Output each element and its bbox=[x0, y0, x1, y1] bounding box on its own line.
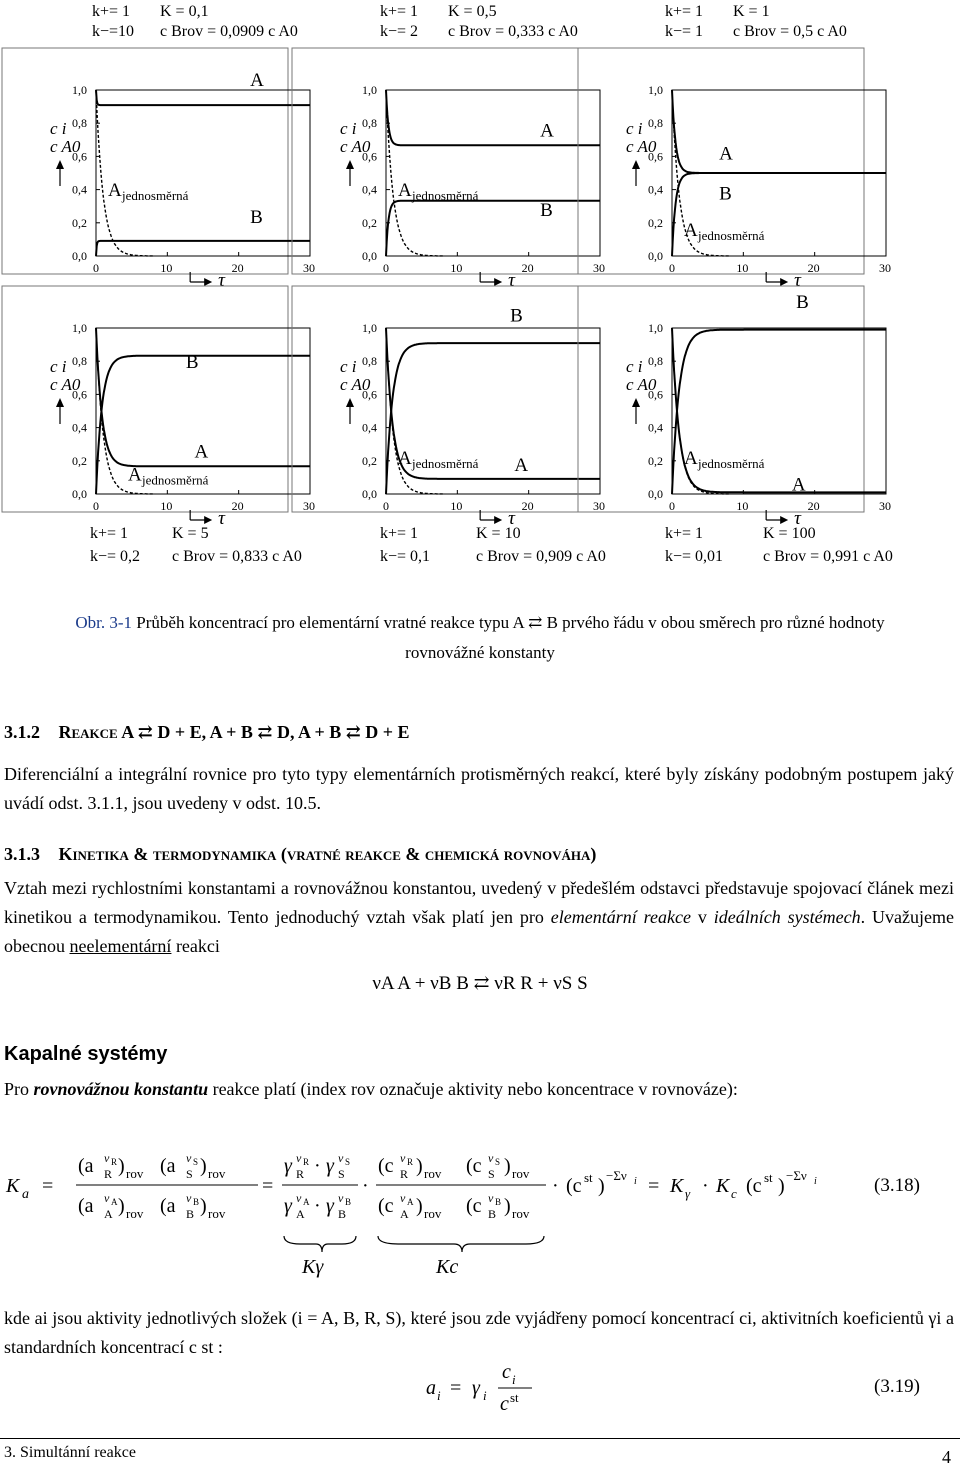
svg-text:S: S bbox=[495, 1157, 501, 1167]
y-axis-arrowhead bbox=[346, 160, 354, 169]
svg-text:−Σν: −Σν bbox=[786, 1168, 807, 1183]
curve-label-jednosmerna-sub: jednosměrná bbox=[698, 228, 765, 244]
x-tick-label: 20 bbox=[231, 261, 244, 275]
x-axis-label: τ bbox=[794, 508, 801, 529]
svg-text:ν: ν bbox=[104, 1191, 110, 1205]
y-tick-label: 0,6 bbox=[362, 149, 377, 164]
paragraph-4: kde ai jsou aktivity jednotlivých složek (i = A, B, R, S), které jsou zde vyjádřeny pomocí koncentrací ci, aktivitních koeficientů γi a standardních koncentrací c st : bbox=[4, 1308, 954, 1357]
y-tick-label: 1,0 bbox=[362, 83, 377, 97]
svg-text:): ) bbox=[504, 1195, 511, 1217]
y-axis-label-num: c i bbox=[340, 119, 357, 138]
x-axis-label: τ bbox=[218, 508, 225, 529]
svg-text:): ) bbox=[598, 1175, 605, 1197]
underbrace-kc bbox=[378, 1236, 544, 1252]
y-tick-label: 0,6 bbox=[648, 149, 663, 164]
curve-label-jednosmerna-sub: jednosměrná bbox=[142, 472, 209, 488]
x-tick-label: 10 bbox=[736, 261, 749, 275]
svg-text:B: B bbox=[193, 1197, 200, 1207]
y-tick-label: 0,0 bbox=[648, 487, 663, 501]
x-tick-label: 0 bbox=[383, 261, 389, 275]
svg-text:R: R bbox=[111, 1157, 118, 1167]
y-tick-label: 0,0 bbox=[648, 249, 663, 263]
svg-text:S: S bbox=[193, 1157, 199, 1167]
curve-A-jednosmerna bbox=[96, 328, 153, 494]
y-axis-arrowhead bbox=[632, 160, 640, 169]
x-tick-label: 30 bbox=[593, 261, 605, 275]
text-run: . Uvažujeme obecnou bbox=[4, 907, 954, 956]
svg-text:γ: γ bbox=[685, 1186, 691, 1201]
y-tick-label: 1,0 bbox=[362, 321, 377, 335]
y-tick-label: 0,4 bbox=[72, 182, 87, 197]
svg-text:st: st bbox=[510, 1390, 519, 1405]
svg-text:): ) bbox=[118, 1195, 125, 1217]
y-axis-label-den: c A0 bbox=[340, 375, 371, 394]
svg-text:γ: γ bbox=[326, 1195, 334, 1217]
svg-text:A: A bbox=[296, 1207, 305, 1221]
underbrace-label-kgamma: Kγ bbox=[302, 1256, 324, 1278]
svg-text:): ) bbox=[118, 1155, 125, 1177]
svg-text:B: B bbox=[488, 1207, 497, 1221]
svg-text:i: i bbox=[634, 1176, 637, 1187]
curve-B bbox=[386, 343, 600, 494]
svg-text:rov: rov bbox=[208, 1206, 226, 1221]
header-kplus: k+= 1 bbox=[665, 3, 704, 20]
y-tick-label: 0,6 bbox=[648, 387, 663, 402]
svg-text:−Σν: −Σν bbox=[606, 1168, 627, 1183]
curve-label-A-jednosmerna: A bbox=[128, 464, 142, 486]
curve-label-A-jednosmerna: A bbox=[108, 180, 122, 202]
svg-text:A: A bbox=[400, 1207, 409, 1221]
header-kminus: k−=10 bbox=[92, 23, 135, 40]
x-tick-label: 0 bbox=[93, 261, 99, 275]
svg-text:ν: ν bbox=[400, 1151, 406, 1165]
x-tick-label: 0 bbox=[669, 261, 675, 275]
curve-label-B: B bbox=[540, 200, 553, 222]
svg-text:K: K bbox=[6, 1175, 20, 1197]
page-number: 4 bbox=[942, 1447, 951, 1467]
plot-grid bbox=[0, 46, 960, 529]
header-kplus: k+= 1 bbox=[90, 525, 129, 542]
svg-text:): ) bbox=[504, 1155, 511, 1177]
svg-text:c: c bbox=[502, 1361, 511, 1383]
svg-text:i: i bbox=[483, 1388, 487, 1403]
caption-text: Průběh koncentrací pro elementární vratné reakce typu A ⇄ B prvého řádu v obou směrech pro různé hodnoty rovnovážné konstanty bbox=[136, 613, 885, 662]
bottom-header-3 bbox=[665, 524, 925, 570]
x-axis-arrowhead bbox=[494, 516, 502, 524]
y-axis-label-num: c i bbox=[50, 119, 67, 138]
svg-text:γ: γ bbox=[284, 1155, 292, 1177]
header-cbrov: c Brov = 0,0909 c A0 bbox=[160, 23, 298, 40]
text-emphasis: rovnovážnou konstantu bbox=[33, 1079, 209, 1099]
x-axis-arrowhead bbox=[494, 278, 502, 286]
x-tick-label: 20 bbox=[807, 499, 820, 513]
header-K: K = 100 bbox=[763, 525, 816, 542]
svg-text:S: S bbox=[338, 1167, 345, 1181]
y-tick-label: 0,6 bbox=[72, 149, 87, 164]
svg-text:A: A bbox=[303, 1197, 310, 1207]
curve-A-jednosmerna bbox=[386, 90, 443, 256]
svg-text:·: · bbox=[702, 1175, 709, 1197]
y-axis-label-num: c i bbox=[340, 357, 357, 376]
underbrace-label-kc: Kc bbox=[436, 1256, 459, 1278]
equation-3-18-number: (3.18) bbox=[874, 1175, 920, 1196]
y-axis-arrowhead bbox=[56, 398, 64, 407]
section-heading-312 bbox=[4, 722, 410, 743]
svg-text:rov: rov bbox=[208, 1166, 226, 1181]
x-tick-label: 30 bbox=[593, 499, 605, 513]
x-tick-label: 30 bbox=[303, 261, 315, 275]
y-axis-label-num: c i bbox=[626, 357, 643, 376]
svg-text:(a: (a bbox=[160, 1195, 176, 1217]
svg-text:B: B bbox=[338, 1207, 347, 1221]
svg-text:(a: (a bbox=[78, 1155, 94, 1177]
curve-label-A-jednosmerna: A bbox=[398, 448, 412, 470]
svg-text:c: c bbox=[731, 1186, 737, 1201]
y-tick-label: 0,8 bbox=[362, 116, 377, 131]
y-tick-label: 0,8 bbox=[648, 354, 663, 369]
curve-label-A: A bbox=[514, 454, 529, 476]
y-axis-label-den: c A0 bbox=[50, 375, 81, 394]
svg-text:i: i bbox=[512, 1372, 516, 1387]
svg-text:·: · bbox=[362, 1175, 369, 1197]
curve-label-A: A bbox=[540, 120, 554, 142]
header-cbrov: c Brov = 0,833 c A0 bbox=[172, 548, 302, 565]
reaction-equation: νA A + νB B ⇄ νR R + νS S bbox=[372, 973, 588, 994]
svg-text:·: · bbox=[314, 1195, 321, 1217]
svg-text:(c: (c bbox=[378, 1155, 394, 1177]
x-tick-label: 30 bbox=[879, 499, 891, 513]
svg-text:S: S bbox=[488, 1167, 495, 1181]
equation-3-19-number: (3.19) bbox=[874, 1376, 920, 1397]
section-number: 3.1.2 bbox=[4, 722, 40, 742]
curve-label-B: B bbox=[796, 292, 809, 314]
x-tick-label: 0 bbox=[383, 499, 389, 513]
curve-label-jednosmerna-sub: jednosměrná bbox=[122, 188, 189, 204]
header-K: K = 0,1 bbox=[160, 3, 209, 20]
equation-3-18 bbox=[0, 1140, 960, 1290]
section-number: 3.1.3 bbox=[4, 844, 40, 864]
svg-text:(c: (c bbox=[378, 1195, 394, 1217]
y-tick-label: 0,2 bbox=[72, 215, 87, 230]
svg-text:i: i bbox=[814, 1176, 817, 1187]
header-K: K = 0,5 bbox=[448, 3, 497, 20]
panel-frame bbox=[578, 286, 864, 512]
svg-text:rov: rov bbox=[424, 1206, 442, 1221]
svg-text:R: R bbox=[303, 1157, 310, 1167]
svg-text:(c: (c bbox=[746, 1175, 762, 1197]
svg-text:γ: γ bbox=[326, 1155, 334, 1177]
y-tick-label: 0,2 bbox=[362, 453, 377, 468]
paragraph-2 bbox=[4, 874, 954, 961]
svg-text:): ) bbox=[778, 1175, 785, 1197]
curve-B bbox=[672, 173, 886, 256]
text-underlined: neelementární bbox=[69, 936, 172, 956]
y-tick-label: 0,8 bbox=[648, 116, 663, 131]
svg-text:ν: ν bbox=[338, 1151, 344, 1165]
footer-chapter: 3. Simultánní reakce bbox=[4, 1444, 136, 1461]
svg-text:rov: rov bbox=[424, 1166, 442, 1181]
svg-text:A: A bbox=[111, 1197, 118, 1207]
text-run: Pro bbox=[4, 1079, 34, 1099]
text-run: v bbox=[690, 907, 714, 927]
text-emphasis: elementární reakce bbox=[550, 907, 691, 927]
y-axis-arrowhead bbox=[346, 398, 354, 407]
x-axis-label: τ bbox=[218, 270, 225, 291]
y-axis-label-num: c i bbox=[626, 119, 643, 138]
curve-A bbox=[96, 90, 310, 105]
y-axis-label-den: c A0 bbox=[626, 375, 657, 394]
footer-rule bbox=[0, 1438, 960, 1439]
svg-text:R: R bbox=[296, 1167, 305, 1181]
curve-A bbox=[386, 90, 600, 145]
svg-text:R: R bbox=[407, 1157, 414, 1167]
x-axis-label: τ bbox=[794, 270, 801, 291]
header-kminus: k−= 0,01 bbox=[665, 548, 724, 565]
svg-text:ν: ν bbox=[338, 1191, 344, 1205]
curve-A bbox=[672, 90, 886, 173]
svg-text:rov: rov bbox=[126, 1166, 144, 1181]
svg-text:): ) bbox=[416, 1155, 423, 1177]
curve-label-B: B bbox=[185, 351, 199, 373]
curve-label-A-jednosmerna: A bbox=[398, 180, 412, 202]
y-axis-label-num: c i bbox=[50, 357, 67, 376]
x-axis-arrowhead bbox=[204, 278, 212, 286]
y-axis-label-den: c A0 bbox=[50, 137, 81, 156]
svg-text:(a: (a bbox=[78, 1195, 94, 1217]
svg-text:K: K bbox=[670, 1175, 684, 1197]
curve-B bbox=[96, 241, 310, 256]
y-axis-label-den: c A0 bbox=[626, 137, 657, 156]
x-tick-label: 20 bbox=[231, 499, 244, 513]
svg-text:·: · bbox=[314, 1155, 321, 1177]
header-kplus: k+= 1 bbox=[380, 3, 419, 20]
y-axis-label-den: c A0 bbox=[340, 137, 371, 156]
svg-text:(c: (c bbox=[566, 1175, 582, 1197]
curve-label-B: B bbox=[250, 206, 263, 228]
x-tick-label: 10 bbox=[450, 499, 463, 513]
header-kplus: k+= 1 bbox=[380, 525, 419, 542]
section-title: Reakce A ⇄ D + E, A + B ⇄ D, A + B ⇄ D + E bbox=[58, 722, 410, 742]
svg-text:·: · bbox=[552, 1175, 559, 1197]
x-axis-arrowhead bbox=[780, 278, 788, 286]
svg-text:): ) bbox=[416, 1195, 423, 1217]
svg-text:A: A bbox=[104, 1207, 113, 1221]
svg-text:R: R bbox=[104, 1167, 113, 1181]
svg-text:R: R bbox=[400, 1167, 409, 1181]
y-tick-label: 0,8 bbox=[72, 116, 87, 131]
svg-text:rov: rov bbox=[512, 1206, 530, 1221]
header-kminus: k−= 0,2 bbox=[90, 548, 141, 565]
y-tick-label: 0,2 bbox=[72, 453, 87, 468]
x-tick-label: 10 bbox=[160, 261, 173, 275]
curve-label-A: A bbox=[194, 441, 209, 463]
x-tick-label: 20 bbox=[521, 261, 534, 275]
svg-text:): ) bbox=[200, 1195, 207, 1217]
svg-text:ν: ν bbox=[296, 1151, 302, 1165]
x-axis-label: τ bbox=[508, 508, 515, 529]
header-K: K = 1 bbox=[733, 3, 770, 20]
y-tick-label: 0,0 bbox=[362, 249, 377, 263]
svg-text:(a: (a bbox=[160, 1155, 176, 1177]
curve-A-jednosmerna bbox=[96, 90, 153, 256]
y-tick-label: 0,8 bbox=[72, 354, 87, 369]
y-tick-label: 0,4 bbox=[362, 420, 377, 435]
svg-text:ν: ν bbox=[104, 1151, 110, 1165]
svg-text:=: = bbox=[648, 1175, 660, 1197]
y-tick-label: 0,4 bbox=[362, 182, 377, 197]
svg-text:ν: ν bbox=[186, 1151, 192, 1165]
y-tick-label: 0,6 bbox=[362, 387, 377, 402]
y-tick-label: 0,0 bbox=[72, 249, 87, 263]
header-kminus: k−= 2 bbox=[380, 23, 419, 40]
x-tick-label: 10 bbox=[160, 499, 173, 513]
header-kplus: k+= 1 bbox=[665, 525, 704, 542]
svg-text:(c: (c bbox=[466, 1155, 482, 1177]
header-cbrov: c Brov = 0,909 c A0 bbox=[476, 548, 606, 565]
y-tick-label: 0,2 bbox=[648, 453, 663, 468]
plot-area bbox=[386, 90, 600, 256]
curve-label-A: A bbox=[791, 474, 806, 496]
x-tick-label: 0 bbox=[93, 499, 99, 513]
svg-text:ν: ν bbox=[400, 1191, 406, 1205]
x-tick-label: 0 bbox=[669, 499, 675, 513]
svg-text:ν: ν bbox=[488, 1191, 494, 1205]
text-run: reakci bbox=[171, 936, 220, 956]
x-axis-arrowhead bbox=[204, 516, 212, 524]
header-K: K = 10 bbox=[476, 525, 521, 542]
y-tick-label: 0,2 bbox=[648, 215, 663, 230]
paragraph-3 bbox=[4, 1075, 954, 1104]
x-axis-arrowhead bbox=[780, 516, 788, 524]
x-axis-label: τ bbox=[508, 270, 515, 291]
y-tick-label: 0,4 bbox=[648, 182, 663, 197]
svg-text:a: a bbox=[426, 1377, 436, 1399]
x-tick-label: 20 bbox=[521, 499, 534, 513]
y-tick-label: 0,6 bbox=[72, 387, 87, 402]
x-tick-label: 10 bbox=[736, 499, 749, 513]
svg-text:γ: γ bbox=[472, 1377, 480, 1399]
x-tick-label: 30 bbox=[303, 499, 315, 513]
svg-text:B: B bbox=[186, 1207, 195, 1221]
curve-label-jednosmerna-sub: jednosměrná bbox=[698, 456, 765, 472]
y-tick-label: 0,2 bbox=[362, 215, 377, 230]
header-kminus: k−= 1 bbox=[665, 23, 704, 40]
y-axis-arrowhead bbox=[56, 160, 64, 169]
header-kminus: k−= 0,1 bbox=[380, 548, 431, 565]
bottom-header-2 bbox=[380, 524, 640, 570]
x-tick-label: 10 bbox=[450, 261, 463, 275]
svg-text:i: i bbox=[437, 1388, 441, 1403]
svg-text:=: = bbox=[450, 1377, 462, 1399]
y-axis-arrowhead bbox=[632, 398, 640, 407]
top-header-1 bbox=[92, 2, 332, 44]
equation-3-19 bbox=[420, 1360, 560, 1420]
top-header-3 bbox=[665, 2, 905, 44]
y-tick-label: 1,0 bbox=[648, 83, 663, 97]
curve-label-A: A bbox=[250, 70, 264, 91]
svg-text:(c: (c bbox=[466, 1195, 482, 1217]
section-title: Kinetika & termodynamika (vratné reakce & chemická rovnováha) bbox=[58, 844, 597, 864]
svg-text:a: a bbox=[22, 1187, 29, 1202]
svg-text:B: B bbox=[345, 1197, 352, 1207]
svg-text:S: S bbox=[186, 1167, 193, 1181]
text-run: reakce platí (index rov označuje aktivity nebo koncentrace v rovnováze): bbox=[208, 1079, 738, 1099]
svg-text:c: c bbox=[500, 1393, 509, 1415]
y-tick-label: 0,0 bbox=[362, 487, 377, 501]
text-emphasis: ideálních systémech bbox=[713, 907, 861, 927]
svg-text:A: A bbox=[407, 1197, 414, 1207]
top-header-2 bbox=[380, 2, 620, 44]
svg-text:=: = bbox=[262, 1175, 274, 1197]
y-tick-label: 1,0 bbox=[72, 83, 87, 97]
y-tick-label: 1,0 bbox=[648, 321, 663, 335]
section-heading-313 bbox=[4, 844, 596, 865]
svg-text:ν: ν bbox=[488, 1151, 494, 1165]
subsection-heading: Kapalné systémy bbox=[4, 1043, 168, 1065]
panel-frame bbox=[292, 48, 578, 274]
curve-B bbox=[386, 201, 600, 256]
x-tick-label: 20 bbox=[807, 261, 820, 275]
svg-text:=: = bbox=[42, 1175, 54, 1197]
svg-text:st: st bbox=[764, 1170, 773, 1185]
bottom-header-1 bbox=[90, 524, 350, 570]
figure-caption bbox=[40, 608, 920, 668]
svg-text:rov: rov bbox=[512, 1166, 530, 1181]
svg-text:S: S bbox=[345, 1157, 351, 1167]
svg-text:ν: ν bbox=[296, 1191, 302, 1205]
y-tick-label: 1,0 bbox=[72, 321, 87, 335]
text-run: Vztah mezi rychlostními konstantami a rovnovážnou konstantou, uvedený v předešlém odstavci představuje spojovací článek mezi kinetikou a termodynamikou. Tento jednoduchý vztah však platí jen pro bbox=[4, 878, 954, 927]
header-kplus: k+= 1 bbox=[92, 3, 131, 20]
curve-label-B: B bbox=[719, 183, 732, 205]
header-cbrov: c Brov = 0,333 c A0 bbox=[448, 23, 578, 40]
y-tick-label: 0,8 bbox=[362, 354, 377, 369]
svg-text:rov: rov bbox=[126, 1206, 144, 1221]
header-cbrov: c Brov = 0,991 c A0 bbox=[763, 548, 893, 565]
svg-text:B: B bbox=[495, 1197, 502, 1207]
curve-label-B: B bbox=[510, 305, 523, 327]
svg-text:ν: ν bbox=[186, 1191, 192, 1205]
header-cbrov: c Brov = 0,5 c A0 bbox=[733, 23, 847, 40]
svg-text:γ: γ bbox=[284, 1195, 292, 1217]
plot-area bbox=[96, 90, 310, 256]
curve-label-A: A bbox=[719, 143, 733, 165]
y-tick-label: 0,0 bbox=[72, 487, 87, 501]
y-tick-label: 0,4 bbox=[72, 420, 87, 435]
curve-label-A-jednosmerna: A bbox=[684, 220, 698, 242]
curve-label-jednosmerna-sub: jednosměrná bbox=[412, 456, 479, 472]
header-K: K = 5 bbox=[172, 525, 209, 542]
x-tick-label: 30 bbox=[879, 261, 891, 275]
svg-text:): ) bbox=[200, 1155, 207, 1177]
underbrace-kgamma bbox=[284, 1236, 356, 1252]
y-tick-label: 0,4 bbox=[648, 420, 663, 435]
svg-text:st: st bbox=[584, 1170, 593, 1185]
svg-text:K: K bbox=[716, 1175, 730, 1197]
paragraph-1: Diferenciální a integrální rovnice pro tyto typy elementárních protisměrných reakcí, které byly získány podobným postupem jaký uvádí odst. 3.1.1, jsou uvedeny v odst. 10.5. bbox=[4, 764, 954, 813]
curve-label-A-jednosmerna: A bbox=[684, 448, 698, 470]
curve-label-jednosmerna-sub: jednosměrná bbox=[412, 188, 479, 204]
caption-prefix: Obr. 3-1 bbox=[75, 613, 133, 632]
